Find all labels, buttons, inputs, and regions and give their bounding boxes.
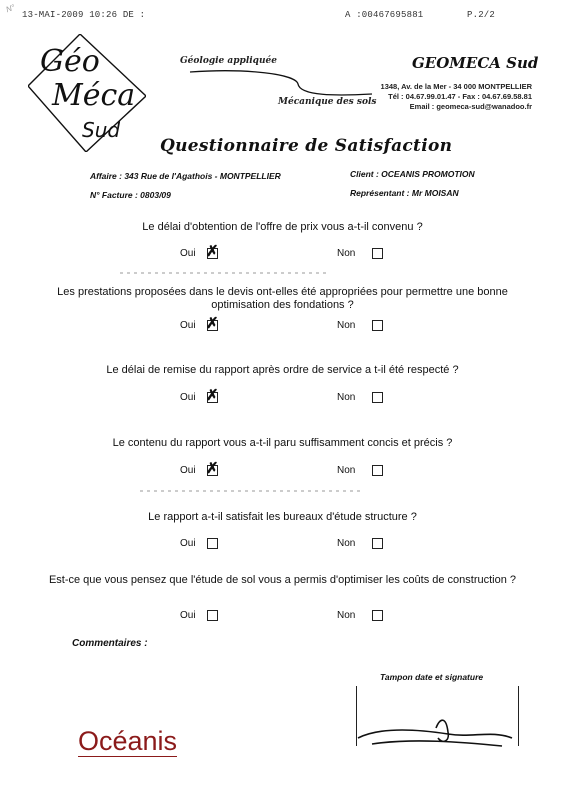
separator-line xyxy=(140,490,360,492)
q5-non-checkbox[interactable] xyxy=(372,538,383,549)
q3-check-mark-icon: ✗ xyxy=(206,387,219,404)
q4-check-mark-icon: ✗ xyxy=(206,460,219,477)
q5-oui-checkbox[interactable] xyxy=(207,538,218,549)
question-4-text: Le contenu du rapport vous a-t-il paru suffisamment concis et précis ? xyxy=(112,437,453,449)
company-phone: Tél : 04.67.99.01.47 - Fax : 04.67.69.58.81 xyxy=(388,92,532,101)
q1-check-mark-icon: ✗ xyxy=(206,243,219,260)
question-3-text: Le délai de remise du rapport après ordre de service a t-il été respecté ? xyxy=(106,364,459,376)
separator-line xyxy=(120,272,330,274)
q1-non-checkbox[interactable] xyxy=(372,248,383,259)
q1-oui-label: Oui xyxy=(180,248,196,259)
comments-label: Commentaires : xyxy=(72,638,148,649)
slogan-mecanique: Mécanique des sols xyxy=(278,97,377,107)
slogan-geologie: Géologie appliquée xyxy=(180,56,277,66)
q2-check-mark-icon: ✗ xyxy=(206,315,219,332)
company-address: 1348, Av. de la Mer - 34 000 MONTPELLIER xyxy=(380,82,532,91)
oceanis-logo: Océanis xyxy=(78,726,178,756)
q4-non-label: Non xyxy=(337,465,356,476)
margin-scribble: N° xyxy=(4,2,17,15)
q3-oui-label: Oui xyxy=(180,392,196,403)
q6-non-label: Non xyxy=(337,610,356,621)
question-2-text: Les prestations proposées dans le devis ont-elles été appropriées pour permettre une bonne optimisation des fondations ? xyxy=(57,286,508,311)
fax-header-page: P.2/2 xyxy=(467,10,496,20)
stamp-label: Tampon date et signature xyxy=(380,672,484,682)
q3-non-label: Non xyxy=(337,392,356,403)
q3-non-checkbox[interactable] xyxy=(372,392,383,403)
q6-non-checkbox[interactable] xyxy=(372,610,383,621)
q5-oui-label: Oui xyxy=(180,538,196,549)
question-1-text: Le délai d'obtention de l'offre de prix vous a-t-il convenu ? xyxy=(142,221,423,233)
q5-non-label: Non xyxy=(337,538,356,549)
company-address-block xyxy=(360,82,532,112)
q2-non-checkbox[interactable] xyxy=(372,320,383,331)
q2-oui-label: Oui xyxy=(180,320,196,331)
meta-client: Client : OCEANIS PROMOTION xyxy=(350,169,475,179)
meta-facture: N° Facture : 0803/09 xyxy=(90,190,171,200)
question-6-text: Est-ce que vous pensez que l'étude de sol vous a permis d'optimiser les coûts de construction ? xyxy=(48,574,517,586)
page-title: Questionnaire de Satisfaction xyxy=(160,136,453,156)
q4-non-checkbox[interactable] xyxy=(372,465,383,476)
question-5-text: Le rapport a-t-il satisfait les bureaux d'étude structure ? xyxy=(148,511,417,523)
q6-oui-checkbox[interactable] xyxy=(207,610,218,621)
q1-non-label: Non xyxy=(337,248,356,259)
fax-header-date: 13-MAI-2009 10:26 DE : xyxy=(22,10,146,20)
company-name: GEOMECA Sud xyxy=(412,54,539,72)
handwritten-signature xyxy=(352,708,532,758)
meta-affaire: Affaire : 343 Rue de l'Agathois - MONTPELLIER xyxy=(90,171,281,181)
q6-oui-label: Oui xyxy=(180,610,196,621)
meta-representant: Représentant : Mr MOISAN xyxy=(350,188,459,198)
logo-text-geo: Géo xyxy=(40,44,100,79)
q2-non-label: Non xyxy=(337,320,356,331)
logo-text-sud: Sud xyxy=(82,118,121,142)
fax-header-number: A :00467695881 xyxy=(345,10,424,20)
logo-text-meca: Méca xyxy=(52,78,136,113)
geomeca-logo xyxy=(28,34,146,152)
q4-oui-label: Oui xyxy=(180,465,196,476)
company-email: Email : geomeca-sud@wanadoo.fr xyxy=(409,102,532,111)
